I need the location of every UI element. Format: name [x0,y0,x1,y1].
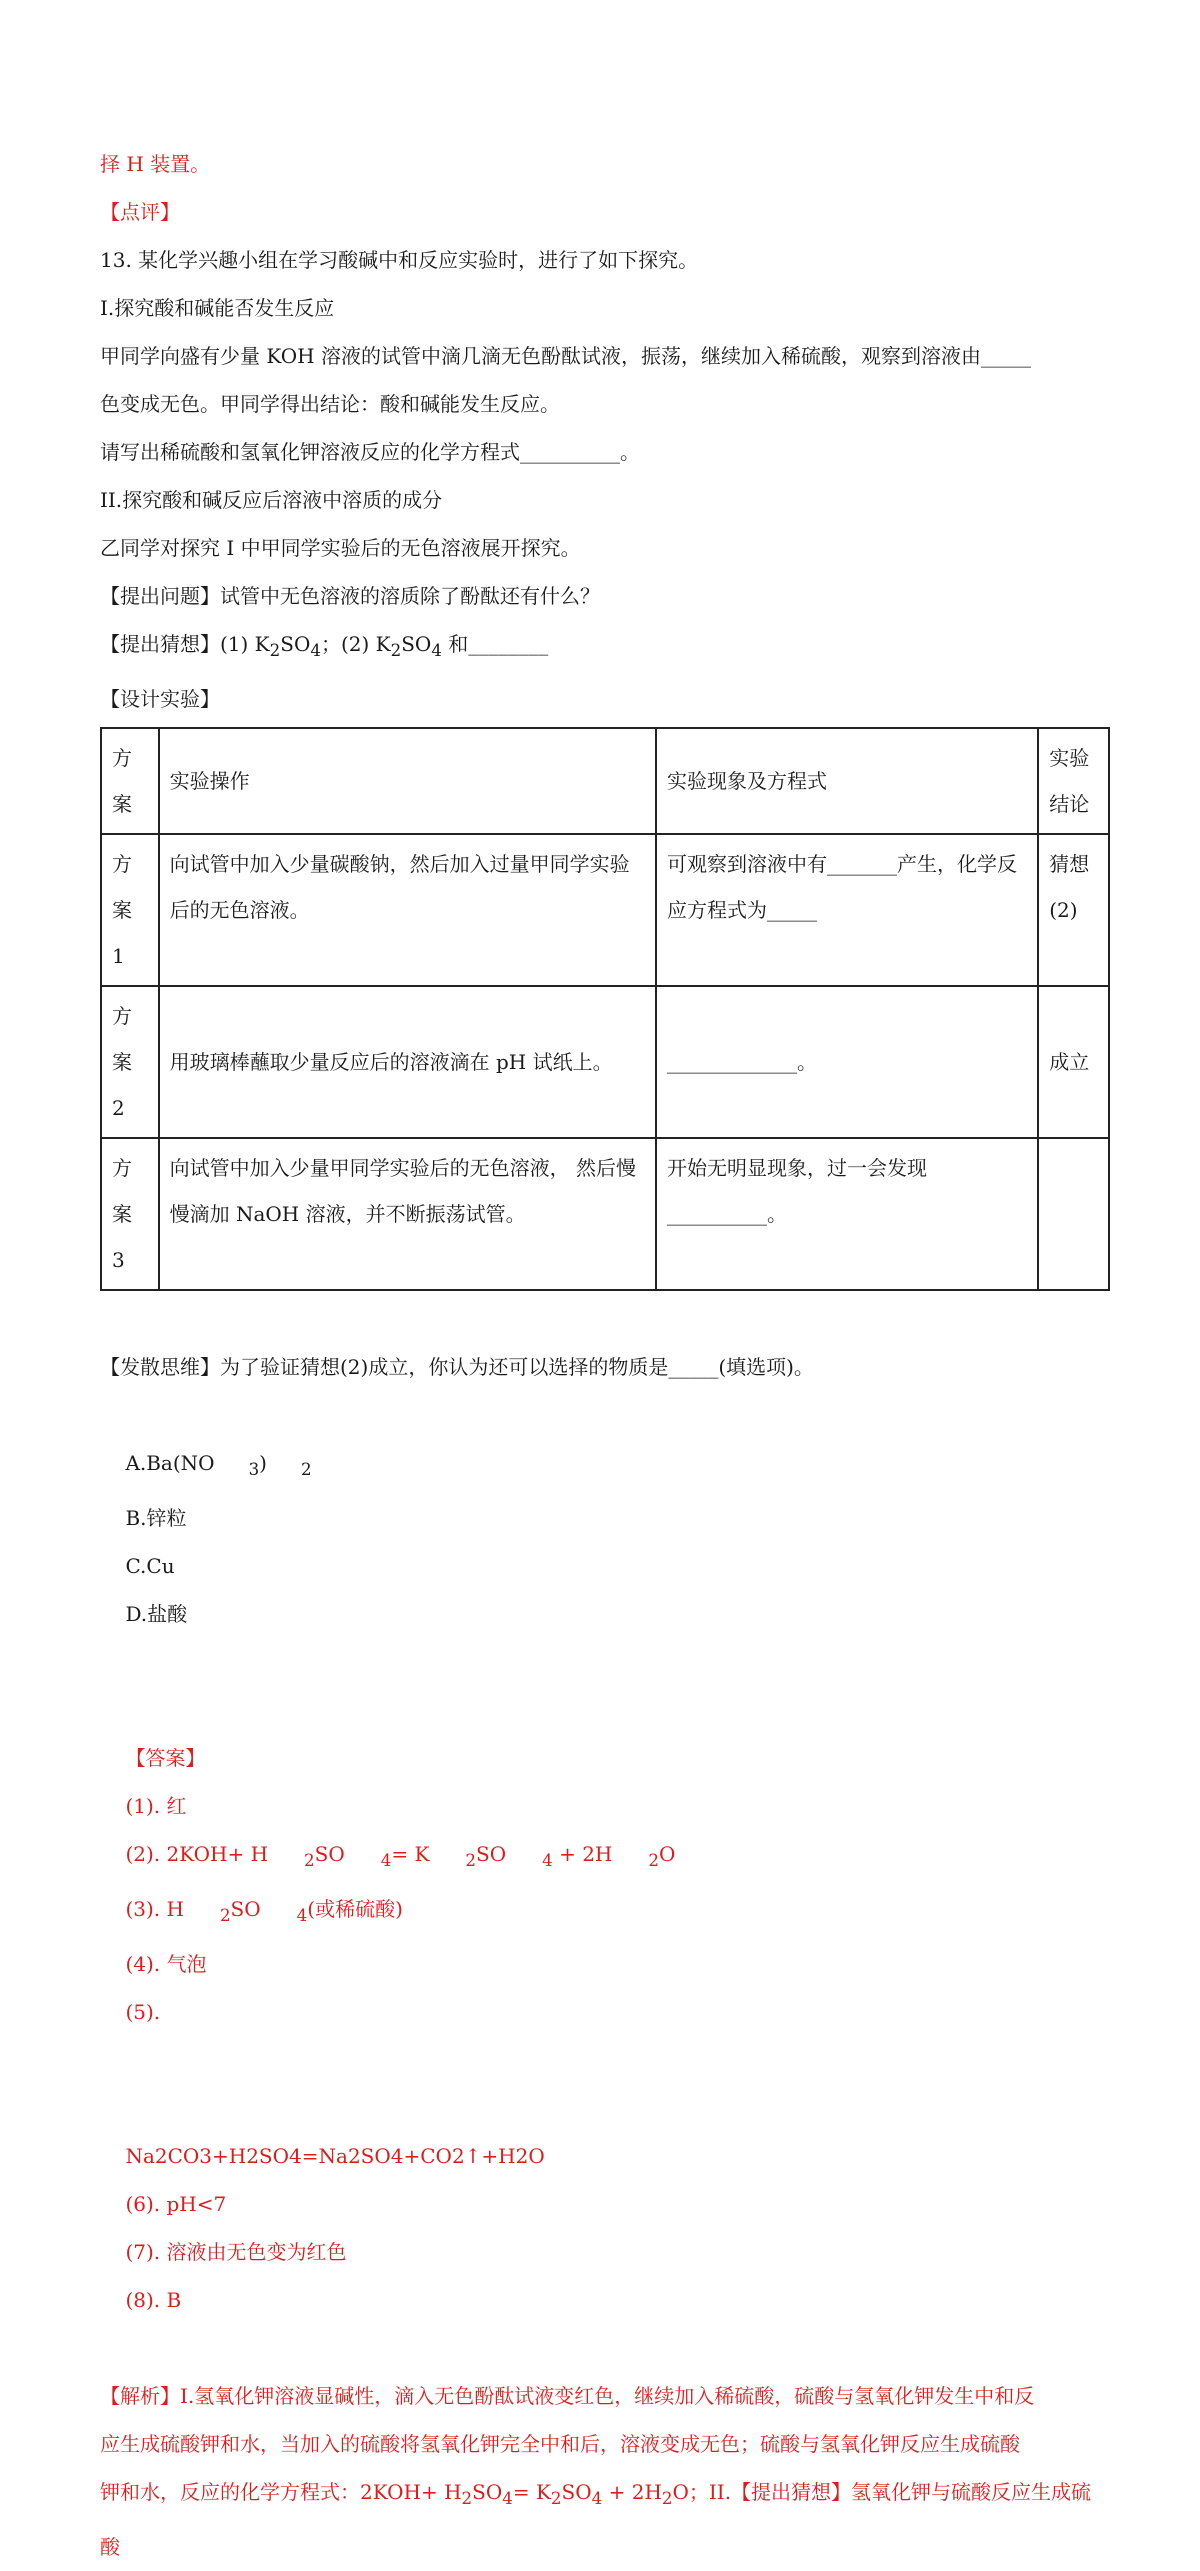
option-b: B.锌粒 [125,1506,187,1530]
answer-1: (1). 红 [125,1794,187,1818]
cell-operation: 向试管中加入少量碳酸钠，然后加入过量甲同学实验后的无色溶液。 [159,834,656,986]
header-conclusion: 实验结论 [1038,728,1109,834]
cell-scheme: 方案 2 [101,986,159,1138]
cell-operation: 向试管中加入少量甲同学实验后的无色溶液， 然后慢慢滴加 NaOH 溶液，并不断振荡试管。 [159,1138,656,1290]
cell-conclusion: 成立 [1038,986,1109,1138]
cell-operation: 用玻璃棒蘸取少量反应后的溶液滴在 pH 试纸上。 [159,986,656,1138]
answer-4: (4). 气泡 [125,1952,207,1976]
question-intro: 13. 某化学兴趣小组在学习酸碱中和反应实验时，进行了如下探究。 [100,248,699,272]
header-scheme: 方案 [101,728,159,834]
cell-phenomenon: _____________。 [656,986,1038,1138]
answer-5: (5). [125,2000,161,2024]
part2-title: II.探究酸和碱反应后溶液中溶质的成分 [100,488,443,512]
answer-line2 [100,2084,1110,2372]
cell-scheme: 方案 1 [101,834,159,986]
table-row [101,834,1109,986]
table-row [101,1138,1109,1290]
header-operation: 实验操作 [159,728,656,834]
cell-scheme: 方案 3 [101,1138,159,1290]
part1-text-line2: 色变成无色。甲同学得出结论：酸和碱能发生反应。 [100,392,560,416]
cell-conclusion [1038,1138,1109,1290]
ask-question: 【提出问题】试管中无色溶液的溶质除了酚酞还有什么？ [100,584,600,608]
cell-phenomenon: 可观察到溶液中有_______产生，化学反应方程式为_____ [656,834,1038,986]
answer-7: (7). 溶液由无色变为红色 [125,2240,347,2264]
part1-text-line1: 甲同学向盛有少量 KOH 溶液的试管中滴几滴无色酚酞试液，振荡，继续加入稀硫酸，观察到溶液由_____ [100,344,1031,368]
table-header-row [101,728,1109,834]
cell-phenomenon: 开始无明显现象，过一会发现__________。 [656,1138,1038,1290]
answer-label: 【答案】 [125,1746,206,1770]
options-line [100,1391,1110,1686]
answer-6: (6). pH<7 [125,2192,227,2216]
answer-line1 [100,1686,1110,2084]
design-label: 【设计实验】 [100,687,220,711]
analysis-label: 【解析】 [100,2384,180,2408]
part2-text-line1: 乙同学对探究 I 中甲同学实验后的无色溶液展开探究。 [100,536,581,560]
header-phenomenon: 实验现象及方程式 [656,728,1038,834]
document-page [100,140,1110,2571]
analysis-line2: 应生成硫酸钾和水，当加入的硫酸将氢氧化钾完全中和后，溶液变成无色；硫酸与氢氧化钾反应生成硫酸 [100,2432,1020,2456]
continuation-line: 择 H 装置。 [100,152,211,176]
review-label: 【点评】 [100,200,180,224]
cell-conclusion: 猜想(2) [1038,834,1109,986]
answer-5-equation: Na2CO3+H2SO4=Na2SO4+CO2↑+H2O [125,2144,545,2168]
option-a: A.Ba(NO $_3$) $_2$ [125,1451,312,1479]
answer-2: (2). 2KOH+ H $_2$SO $_4$= K $_2$SO $_4$ + 2H $_2$O [125,1842,676,1870]
part1-text-line3: 请写出稀硫酸和氢氧化钾溶液反应的化学方程式__________。 [100,440,640,464]
option-d: D.盐酸 [125,1602,188,1626]
answer-3: (3). H $_2$SO $_4$(或稀硫酸) [125,1897,403,1925]
answer-8: (8). B [125,2288,182,2312]
hypothesis-line: 【提出猜想】(1) $K_2SO_4$；(2) $K_2SO_4$ 和________ [100,632,549,660]
part1-title: I.探究酸和碱能否发生反应 [100,296,335,320]
option-c: C.Cu [125,1554,175,1578]
table-row [101,986,1109,1138]
analysis-line3: 钾和水，反应的化学方程式：$2KOH+ H_2SO_4= K_2SO_4 + 2H_2O$；II.【提出猜想】氢氧化钾与硫酸反应生成硫酸 [100,2480,1092,2559]
diverge-question: 【发散思维】为了验证猜想(2)成立，你认为还可以选择的物质是_____(填选项)。 [100,1355,814,1379]
experiment-table [100,727,1110,1291]
analysis-line1: 【解析】I.氢氧化钾溶液显碱性，滴入无色酚酞试液变红色，继续加入稀硫酸，硫酸与氢氧化钾发生中和反 [100,2384,1035,2408]
